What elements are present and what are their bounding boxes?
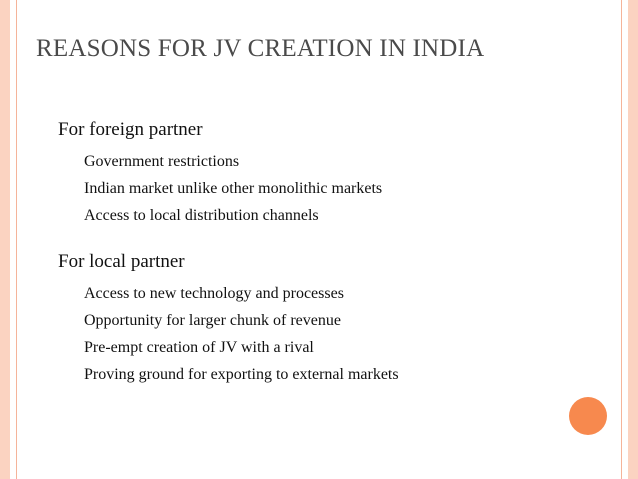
bullet-local-partner (36, 250, 596, 274)
sub-bullet-text: Government restrictions (84, 153, 240, 170)
local-partner-sublist (36, 280, 596, 388)
decorative-orange-circle (569, 397, 607, 435)
left-border-line (16, 0, 17, 479)
sub-bullet (36, 361, 596, 388)
sub-bullet (36, 307, 596, 334)
slide-title: REASONS FOR JV CREATION IN INDIA (36, 35, 485, 62)
sub-bullet-text: Access to local distribution channels (84, 207, 319, 224)
sub-bullet-text: Indian market unlike other monolithic markets (84, 180, 383, 197)
right-border-band (628, 0, 638, 479)
foreign-partner-sublist (36, 148, 596, 229)
sub-bullet-text: Pre-empt creation of JV with a rival (84, 339, 314, 356)
local-partner-group (36, 250, 596, 388)
bullet-text: For local partner (58, 251, 185, 272)
sub-bullet-text: Access to new technology and processes (84, 285, 344, 302)
right-border-line (621, 0, 622, 479)
sub-bullet (36, 202, 596, 229)
left-border-band (0, 0, 10, 479)
sub-bullet (36, 280, 596, 307)
slide-content (36, 118, 596, 388)
bullet-foreign-partner (36, 118, 596, 142)
sub-bullet (36, 334, 596, 361)
sub-bullet (36, 148, 596, 175)
sub-bullet-text: Proving ground for exporting to external markets (84, 366, 399, 383)
sub-bullet-text: Opportunity for larger chunk of revenue (84, 312, 341, 329)
sub-bullet (36, 175, 596, 202)
bullet-text: For foreign partner (58, 119, 203, 140)
